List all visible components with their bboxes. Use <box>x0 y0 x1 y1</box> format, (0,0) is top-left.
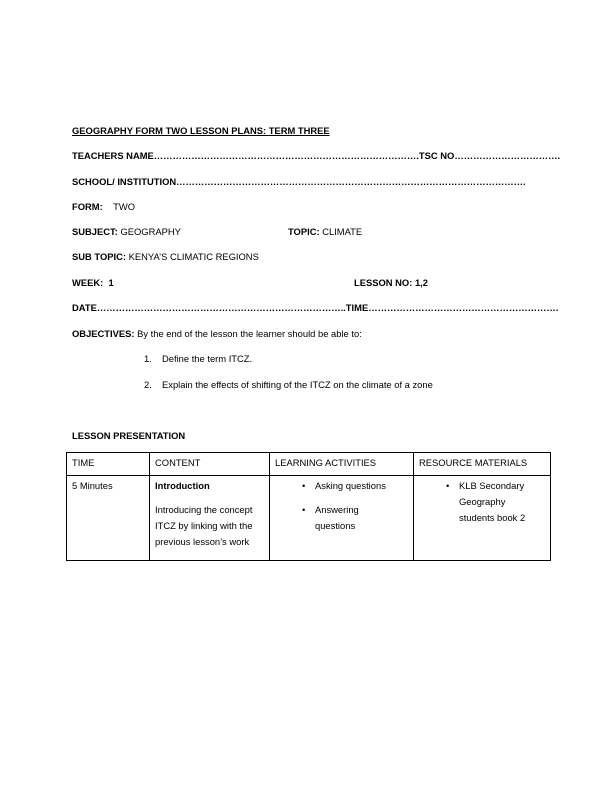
subject-value: GEOGRAPHY <box>120 226 181 237</box>
resources-list <box>419 478 545 526</box>
form-label: FORM: <box>72 201 103 212</box>
sub-topic-line <box>72 251 259 262</box>
date-label: DATE <box>72 302 97 313</box>
topic-value: CLIMATE <box>322 226 363 237</box>
table-row <box>67 476 551 561</box>
activities-list <box>275 478 408 534</box>
list-item <box>275 478 408 494</box>
objective-item <box>144 353 252 364</box>
tsc-no-dots: ……………………………. <box>454 150 561 161</box>
teachers-name-line <box>72 150 560 161</box>
teachers-name-dots: …………………………………………………………………………. <box>153 150 419 161</box>
content-title: Introduction <box>155 480 210 491</box>
school-dots: …………………………………………………………………………………………………. <box>176 176 526 187</box>
objective-number: 1. <box>144 353 152 364</box>
content-body-line: ITCZ by linking with the <box>155 520 253 531</box>
objective-text: Explain the effects of shifting of the ITCZ on the climate of a zone <box>162 379 433 390</box>
list-item <box>275 502 408 534</box>
date-dots: …………………………………………………………………….. <box>96 302 346 313</box>
lesson-presentation-table <box>66 452 551 561</box>
subject-line <box>72 226 181 237</box>
objective-text: Define the term ITCZ. <box>162 353 253 364</box>
resource-text: Geography <box>459 496 506 507</box>
resource-text: students book 2 <box>459 512 526 523</box>
activity-text: questions <box>315 520 356 531</box>
week-line <box>72 277 114 288</box>
tsc-no-label: TSC NO <box>418 150 455 161</box>
time-label: TIME <box>345 302 369 313</box>
objective-item <box>144 379 433 390</box>
objectives-intro: By the end of the lesson the learner should be able to: <box>137 328 362 339</box>
lesson-no-line <box>354 277 428 288</box>
header-time: TIME <box>67 453 150 476</box>
table-header-row <box>67 453 551 476</box>
objective-number: 2. <box>144 379 152 390</box>
lesson-presentation-heading: LESSON PRESENTATION <box>72 430 186 441</box>
document-title: GEOGRAPHY FORM TWO LESSON PLANS: TERM THREE <box>72 125 330 136</box>
cell-time: 5 Minutes <box>67 476 150 561</box>
topic-line <box>288 226 362 237</box>
header-content: CONTENT <box>150 453 270 476</box>
teachers-name-label: TEACHERS NAME <box>72 150 154 161</box>
cell-resource-materials <box>414 476 551 561</box>
activity-text: Asking questions <box>315 480 386 491</box>
subject-label: SUBJECT: <box>72 226 118 237</box>
week-value: 1 <box>108 277 114 288</box>
time-dots: ……………………………………………………. <box>368 302 559 313</box>
week-label: WEEK: <box>72 277 104 288</box>
list-item <box>419 478 545 526</box>
lesson-no-label: LESSON NO: <box>354 277 413 288</box>
cell-content <box>150 476 270 561</box>
lesson-no-value: 1,2 <box>414 277 428 288</box>
sub-topic-value: KENYA’S CLIMATIC REGIONS <box>128 251 259 262</box>
bullet-icon: • <box>302 504 306 515</box>
bullet-icon: • <box>446 480 450 491</box>
bullet-icon: • <box>302 480 306 491</box>
sub-topic-label: SUB TOPIC: <box>72 251 126 262</box>
header-resource-materials: RESOURCE MATERIALS <box>414 453 551 476</box>
form-value: TWO <box>113 201 136 212</box>
content-body-line: Introducing the concept <box>155 504 253 515</box>
resource-text: KLB Secondary <box>459 480 525 491</box>
cell-learning-activities <box>270 476 414 561</box>
topic-label: TOPIC: <box>288 226 320 237</box>
objectives-line <box>72 328 362 339</box>
header-learning-activities: LEARNING ACTIVITIES <box>270 453 414 476</box>
school-line <box>72 176 526 187</box>
form-line <box>72 201 135 212</box>
content-body-line: previous lesson’s work <box>155 536 250 547</box>
school-label: SCHOOL/ INSTITUTION <box>72 176 177 187</box>
activity-text: Answering <box>315 504 359 515</box>
objectives-label: OBJECTIVES: <box>72 328 135 339</box>
date-time-line <box>72 302 558 313</box>
content-body <box>155 502 264 550</box>
